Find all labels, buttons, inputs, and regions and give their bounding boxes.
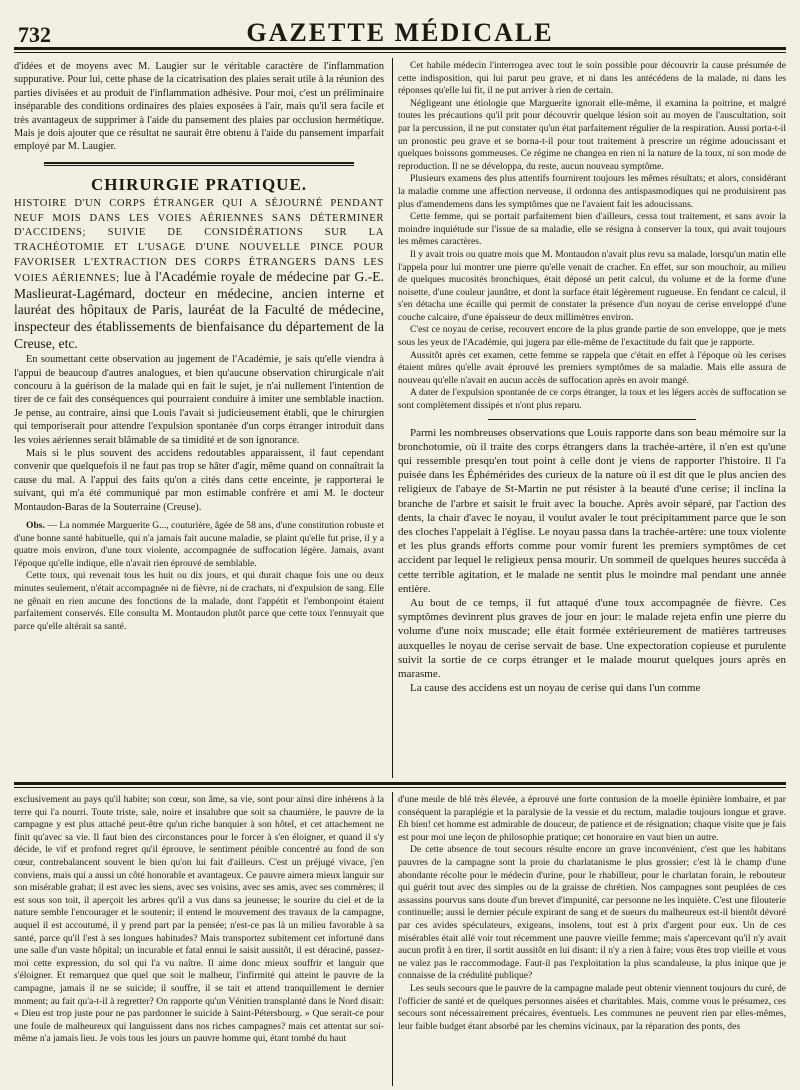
section-divider (44, 162, 354, 164)
body-paragraph: Les seuls secours que le pauvre de la campagne malade peut obtenir viennent toujours du curé, de l'officier de santé et de quelques personnes aisées et charitables. Mais, comme vous le présumez, ces secours sont nécessairement précaires, éventuels. Les communes ne peuvent rien par elles-mêmes, leur faible budget étant absorbé par les chemins vicinaux, par la réparation des ponts, des (398, 982, 786, 1032)
section-divider-thin (44, 165, 354, 166)
body-paragraph: Il y avait trois ou quatre mois que M. Montaudon n'avait plus revu sa malade, lorsqu'un matin elle l'appela pour lui montrer une pierre qu'elle venait de cracher. En effet, sur son mouchoir, au milieu de quelques mucosités bronchiques, était déposé un petit calcul, du volume et de la forme d'une noisette, d'une couleur jaunâtre, et dont la surface était légèrement rugueuse. En fendant ce calcul, il s'en détacha une écaille qui permit de constater la présence d'un noyau de cerise enveloppé d'une couche calcaire, d'une épaisseur de deux millimètres environ. (398, 248, 786, 323)
body-paragraph: Mais si le plus souvent des accidens redoutables apparaissent, il faut cependant convenir que quelquefois il ne faut pas trop se hâter d'agir, même quand on connaîtrait la cause du mal. A l'appui des faits qu'on a cités dans cette enceinte, je rapporterai le suivant, qui m'a été communiqué par mon estimable confrère et ami M. le docteur Montaudon-Baras de la Souterraine (Creuse). (14, 448, 384, 513)
article-author: lue à l'Académie royale de médecine par G.-E. Maslieurat-Lagémard, docteur en médecine, ancien interne et lauréat des hôpitaux de Paris, lauréat de la Faculté de médecine, inspecteur des établissements de bienfaisance du département de la Creuse, etc. (14, 269, 384, 351)
right-column (398, 60, 786, 778)
body-paragraph: La cause des accidens est un noyau de cerise qui dans l'un comme (410, 682, 701, 695)
body-paragraph: C'est ce noyau de cerise, recouvert encore de la plus grande partie de son enveloppe, que je mets sous les yeux de l'Académie, qui jugera par elle-même de l'exactitude du fait que je rapporte. (398, 324, 786, 349)
body-paragraph: d'une meule de blé très élevée, a éprouvé une forte contusion de la moelle épinière lombaire, et par conséquent la paraplégie et la paralysie de la vessie et du rectum, maladie toujours longue et grave. Eh bien! cet homme est admirable de douceur, de patience et de résignation; chaque visite que je fais est pour moi une leçon de philosophie pratique; cet honoraire en vaut bien un autre. (398, 794, 786, 843)
lower-section-rule-thin (14, 787, 786, 788)
journal-title: GAZETTE MÉDICALE (246, 18, 554, 47)
lower-section-rule (14, 782, 786, 785)
obs-label: Obs. (26, 520, 45, 532)
section-title: CHIRURGIE PRATIQUE. (90, 174, 308, 194)
bottom-right-column (398, 794, 786, 1084)
left-column (14, 60, 384, 778)
header-rule (14, 47, 786, 50)
right-small-block (398, 60, 786, 413)
body-paragraph: De cette absence de tout secours résulte encore un grave inconvénient, c'est que les habitans pauvres de la campagne sont la proie du charlatanisme le plus grossier; c'est là le champ d'une abondante récolte pour le médecin d'urine, pour le rhabilleur, pour le charlatan forain, le rebouteur qui guérit tout avec des simples ou de la graisse de chrétien. Nos campagnes sont peuplées de ces assassins pourvus sans doute d'un brevet d'impunité, car personne ne les inquiète. C'est une filouterie continuelle; aussi le dernier pécule expirant de sang et de sueurs du malheureux est-il bientôt dévoré par ces avides spéculateurs, exigeans, insolens, tout est à prix d'argent pour eux. Un de ces misérables était allé voir tout récemment une pauvre vieille femme; mais s'apercevant qu'il n'y avait aucun profit à en tirer, il sortit aussitôt en lui disant: il n'y a rien à faire; vous êtes trop vieille et vous ne valez pas le raccommodage. Faut-il pas l'exploitation la plus scandaleuse, la plus inique que je connaisse de la crédulité publique? (398, 844, 786, 982)
body-paragraph: Parmi les nombreuses observations que Louis rapporte dans son beau mémoire sur la bronchotomie, où il traite des corps étrangers dans la trachée-artère, il n'en est qu'une qui ressemble presqu'en tout point à celle dont je viens de rapporter l'histoire. Il l'a puisée dans les Éphémérides des curieux de la nature où il est dit que le plus ancien des religieux de l'abaye de St-Martin ne put résister à la beauté d'une cerise; il inclina la branche de l'arbre et saisit le fruit avec la bouche. Après avoir séparé, par l'action des dents, la chair d'avec le noyau, il voulut avaler le tout précipitamment parce que le son des cloches l'appelait à l'église. Le noyau passa dans la trachée-artère: une toux violente et les plus grands efforts comme pour vomir furent les premiers symptômes de cet accident par lequel le religieux pensa mourir. Un sommeil de quelques heures succéda à cette terrible agitation, et le malade ne sentit plus le moindre mal pendant une année entière. (398, 426, 786, 595)
bottom-right-block (398, 794, 786, 1033)
right-large-block (398, 426, 786, 696)
body-paragraph: A dater de l'expulsion spontanée de ce corps étranger, la toux et les légers accès de suffocation se sont complètement dissipés et n'ont plus reparu. (398, 387, 786, 412)
body-paragraph: En soumettant cette observation au jugement de l'Académie, je sais qu'elle viendra à l'appui de beaucoup d'autres analogues, et bien qu'aucune observation chirurgicale n'ait concouru à la guérison de la malade qui en fait le sujet, je n'ai nullement l'intention de tirer de ce fait des conséquences qui pourraient conduire à imiter une semblable inaction. Je pense, au contraire, ainsi que Louis l'avait si judicieusement établi, que le chirurgien qui temporiserait pour attendre l'expulsion spontanée d'un corps étranger introduit dans les voies aériennes serait blâmable de sa timidité et de son ignorance. (14, 354, 384, 446)
observation-paragraph (14, 520, 384, 570)
column-divider (392, 58, 393, 778)
body-paragraph: exclusivement au pays qu'il habite; son cœur, son âme, sa vie, sont pour ainsi dire inhérens à la terre qui l'a nourri. Toute triste, sale, noire et insalubre que soit sa chaumière, le pauvre de la campagne y est plus attaché peut-être qu'un riche banquier à son hôtel, et cet attachement ne finit qu'avec sa vie. Il faut bien des circonstances pour le forcer à s'en éloigner, et quand il s'y décide, le vif et profond regret qu'il éprouve, le sentiment pénible concentré au fond de son cœur, contrebalancent souvent le bien qu'on lui fait d'ailleurs. C'est un préjugé vivace, j'en conviens, mais qui a aussi un côté honorable et avantageux. Ce pauvre aimera mieux languir sur son misérable grabat; il est avec les siens, avec ses voisins, avec ses amis, avec ses commères; il est sous son toit, il aperçoit les arbres qu'il a vus dans sa jeunesse; le sourire du ciel et de la nature semble l'encourager et le soutenir; il entend le mouvement des travaux de la campagne, auquel il est accoutumé, il y prend part par la pensée; n'est-ce pas là un milieu favorable à sa santé, parce qu'il l'est à ses longues habitudes? Mais transportez subitement cet infortuné dans une salle d'un vaste hôpital; un incurable et fatal ennui le saisit aussitôt, il est déraciné, passez-moi cette expression, du sol qui l'a vu naître. Il aime donc mieux souffrir et languir que s'éloigner. Et remarquez que quel que soit le malheur, l'infirmité qui atteint le pauvre de la campagne, jamais il ne se suicide; il souffre, il se tait et attend tranquillement le dernier moment; au fait qu'a-t-il à regretter? On rapporte qu'un Vénitien transplanté dans le Nord disait: « Dieu est trop juste pour ne pas pardonner le suicide à Saint-Pétersbourg. » Que serait-ce pour une foule de malheureux qui languissent dans nos riches campagnes? mais cet attentat sur soi-même n'a jamais lieu. Je vois tous les jours un pauvre homme qui, étant tombé du haut (14, 794, 384, 1045)
header-rule-thin (14, 52, 786, 53)
body-paragraph: Négligeant une étiologie que Marguerite ignorait elle-même, il examina la poitrine, et malgré toutes les précautions qu'il prit pour découvrir quelque lésion soit au moyen de l'auscultation, soit par la percussion, il ne put constater qu'un état parfaitement régulier de la respiration. Aussi porta-t-il un pronostic peu grave et se borna-t-il pour tout traitement à prescrire un régime adoucissant et quelques boissons gommeuses. Ce régime ne changea en rien ni la nature de la toux, ni son mode de reproduction. Il ne se développa, du reste, aucun nouveau symptôme. (398, 97, 786, 172)
observation-text: — La nommée Marguerite G..., couturière, âgée de 58 ans, d'une constitution robuste et d'une bonne santé habituelle, qui n'a jamais fait aucune maladie, se plaint qu'elle fut prise, il y a quatre mois environ, d'une toux violente, accompagnée de suffocation légère. Jamais, avant l'époque qu'elle indique, elle n'avait rien éprouvé de semblable. (14, 520, 384, 569)
article-title-text: HISTOIRE D'UN CORPS ÉTRANGER QUI A SÉJOURNÉ PENDANT NEUF MOIS DANS LES VOIES AÉRIENNES SANS DÉTERMINER D'ACCIDENS; SUIVIE DE CONSIDÉRATIONS SUR LA TRACHÉOTOMIE ET L'USAGE D'UNE NOUVELLE PINCE POUR FAVORISER L'EXTRACTION DES CORPS ÉTRANGERS DANS LES VOIES AÉRIENNES; (14, 198, 384, 285)
body-paragraph: Au bout de ce temps, il fut attaqué d'une toux accompagnée de fièvre. Ces symptômes devinrent plus graves de jour en jour: le malade rejeta enfin une pierre du volume d'une noix muscade; elle était formée extérieurement de matières tartreuses auxquelles le noyau de cerise servait de base. Une expectoration copieuse et purulente suivit la sortie de ce corps étranger et le malade mourut quelques jours après en marasme. (398, 597, 786, 681)
page-number: 732 (18, 22, 51, 47)
body-paragraph: Plusieurs examens des plus attentifs fournirent toujours les mêmes résultats; et alors, considérant la maladie comme une affection nerveuse, il ordonna des antispasmodiques qui ne produisirent pas plus d'amendemens dans les symptômes que ne l'avaient fait les adoucissans. (398, 173, 786, 210)
intro-paragraph: d'idées et de moyens avec M. Laugier sur le véritable caractère de l'inflammation suppurative. Pour lui, cette phase de la cicatrisation des plaies serait utile à la réunion des parties divisées et au produit de l'inflammation adhésive. Pour moi, c'est un préliminaire inséparable des conditions ordinaires des plaies exposées à l'air, mais qu'il sera facile et très avantageux de supprimer à l'aide du pansement des plaies par occlusion hermétique. Mais je dois ajouter que ce résultat ne saurait être obtenu à l'aide du pansement imparfait employé par M. Laugier. (14, 61, 384, 153)
column-divider-bottom (392, 792, 393, 1086)
page-header (14, 16, 786, 46)
body-paragraph: Aussitôt après cet examen, cette femme se rappela que c'était en effet à l'époque où les cerises étaient mûres qu'elle avait éprouvé les premiers symptômes de sa maladie. Mais elle assura de nouveau qu'elle n'avait en aucun accès de suffocation après en avoir mangé. (398, 349, 786, 386)
paragraph-divider (488, 419, 696, 420)
body-paragraph: Cette femme, qui se portait parfaitement bien d'ailleurs, cessa tout traitement, et sans avoir la moindre inquiétude sur l'issue de sa maladie, elle se résigna à conserver la toux, qui avait toujours les mêmes caractères. (398, 211, 786, 248)
observation-paragraph: Cette toux, qui revenait tous les huit ou dix jours, et qui durait chaque fois une ou deux minutes seulement, n'était accompagnée ni de fièvre, ni de crachats, ni d'expulsion de sang. Elle ne gênait en rien aucune des fonctions de la malade, dont l'appétit et l'embonpoint étaient parfaitement conservés. Elle consulta M. Montaudon plutôt parce que cette toux l'ennuyait que parce qu'elle altérait sa santé. (14, 570, 384, 632)
article-title (14, 197, 384, 353)
body-paragraph: Cet habile médecin l'interrogea avec tout le soin possible pour découvrir la cause présumée de cette indisposition, qui lui parut peu grave, et ni dans les antécédens de la malade, ni dans les réponses qu'elle lui fit, il ne put arriver à rien de certain. (398, 60, 786, 97)
bottom-left-column (14, 794, 384, 1084)
